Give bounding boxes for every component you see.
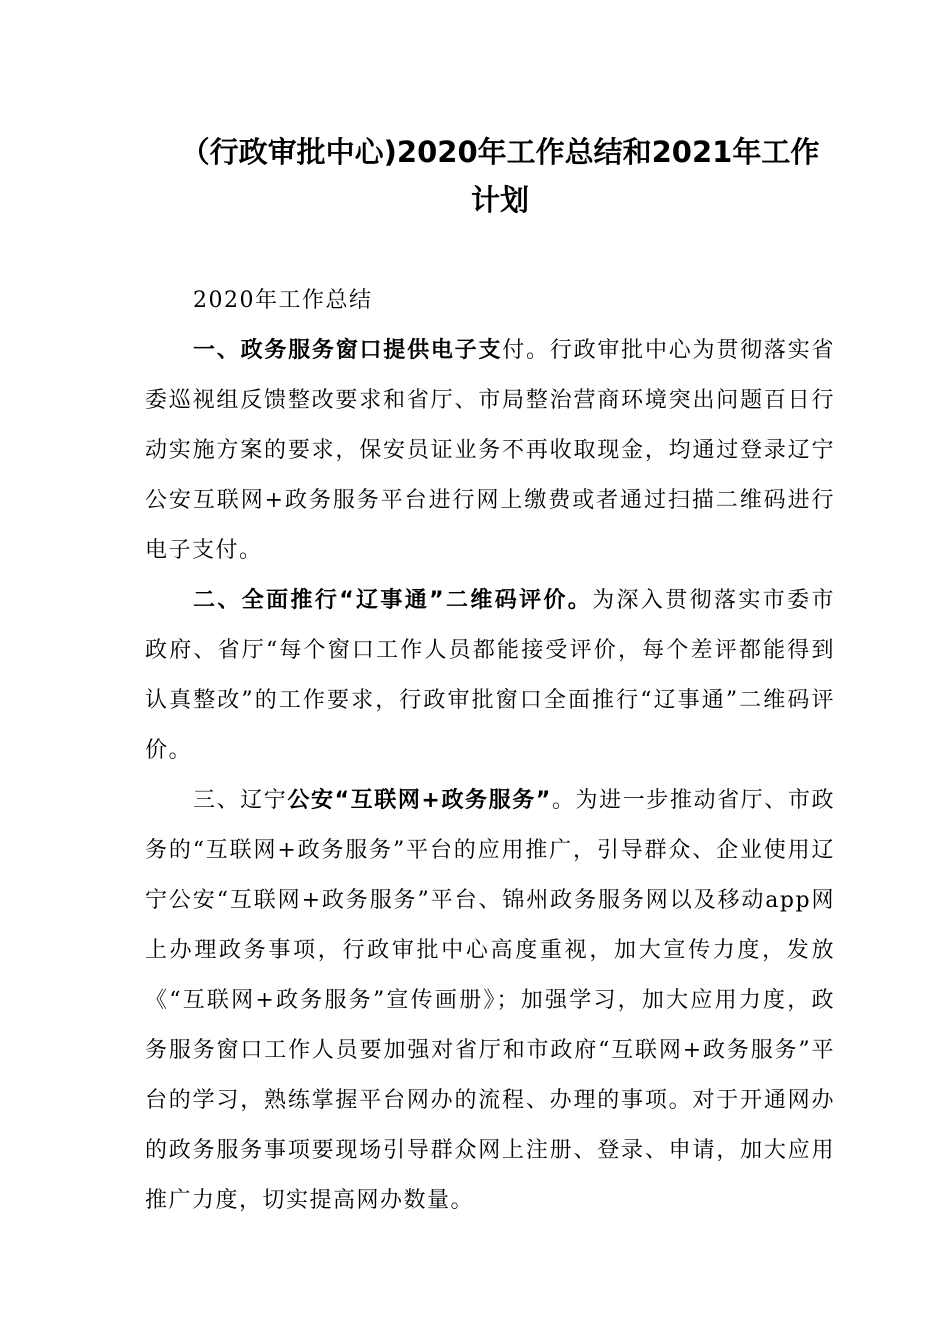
item-1-text: 付。行政审批中心为贯彻落实省委巡视组反馈整改要求和省厅、市局整治营商环境突出问题百日行动实施方案的要求，保安员证业务不再收取现金，均通过登录辽宁公安互联网+政务服务平台进行网上缴费或者通过扫描二维码进行电子支付。 <box>145 338 835 563</box>
item-2-heading: 二、全面推行“辽事通”二维码评价。 <box>193 588 593 613</box>
document-title <box>140 128 860 224</box>
title-line-2: 计划 <box>470 183 529 217</box>
item-2-text: 为深入贯彻落实市委市政府、省厅“每个窗口工作人员都能接受评价，每个差评都能得到认真整改”的工作要求，行政审批窗口全面推行“辽事通”二维码评价。 <box>145 588 835 763</box>
paragraph-item-1 <box>145 326 835 576</box>
title-line-1: （行政审批中心)2020年工作总结和2021年工作 <box>180 135 820 169</box>
item-3-text: 。为进一步推动省厅、市政务的“互联网+政务服务”平台的应用推广，引导群众、企业使用辽宁公安“互联网+政务服务”平台、锦州政务服务网以及移动app网上办理政务事项，行政审批中心高度重视，加大宣传力度，发放《“互联网+政务服务”宣传画册》；加强学习，加大应用力度，政务服务窗口工作人员要加强对省厅和市政府“互联网+政务服务”平台的学习，熟练掌握平台网办的流程、办理的事项。对于开通网办的政务服务事项要现场引导群众网上注册、登录、申请，加大应用推广力度，切实提高网办数量。 <box>145 788 835 1213</box>
paragraph-item-2 <box>145 576 835 776</box>
section-heading: 2020年工作总结 <box>193 288 373 313</box>
document-body <box>145 276 835 1226</box>
item-3-prefix: 三、辽宁 <box>193 788 288 813</box>
paragraph-item-3 <box>145 776 835 1226</box>
item-1-heading: 一、政务服务窗口提供电子支 <box>193 338 503 363</box>
item-3-heading: 公安“互联网+政务服务” <box>287 788 552 813</box>
